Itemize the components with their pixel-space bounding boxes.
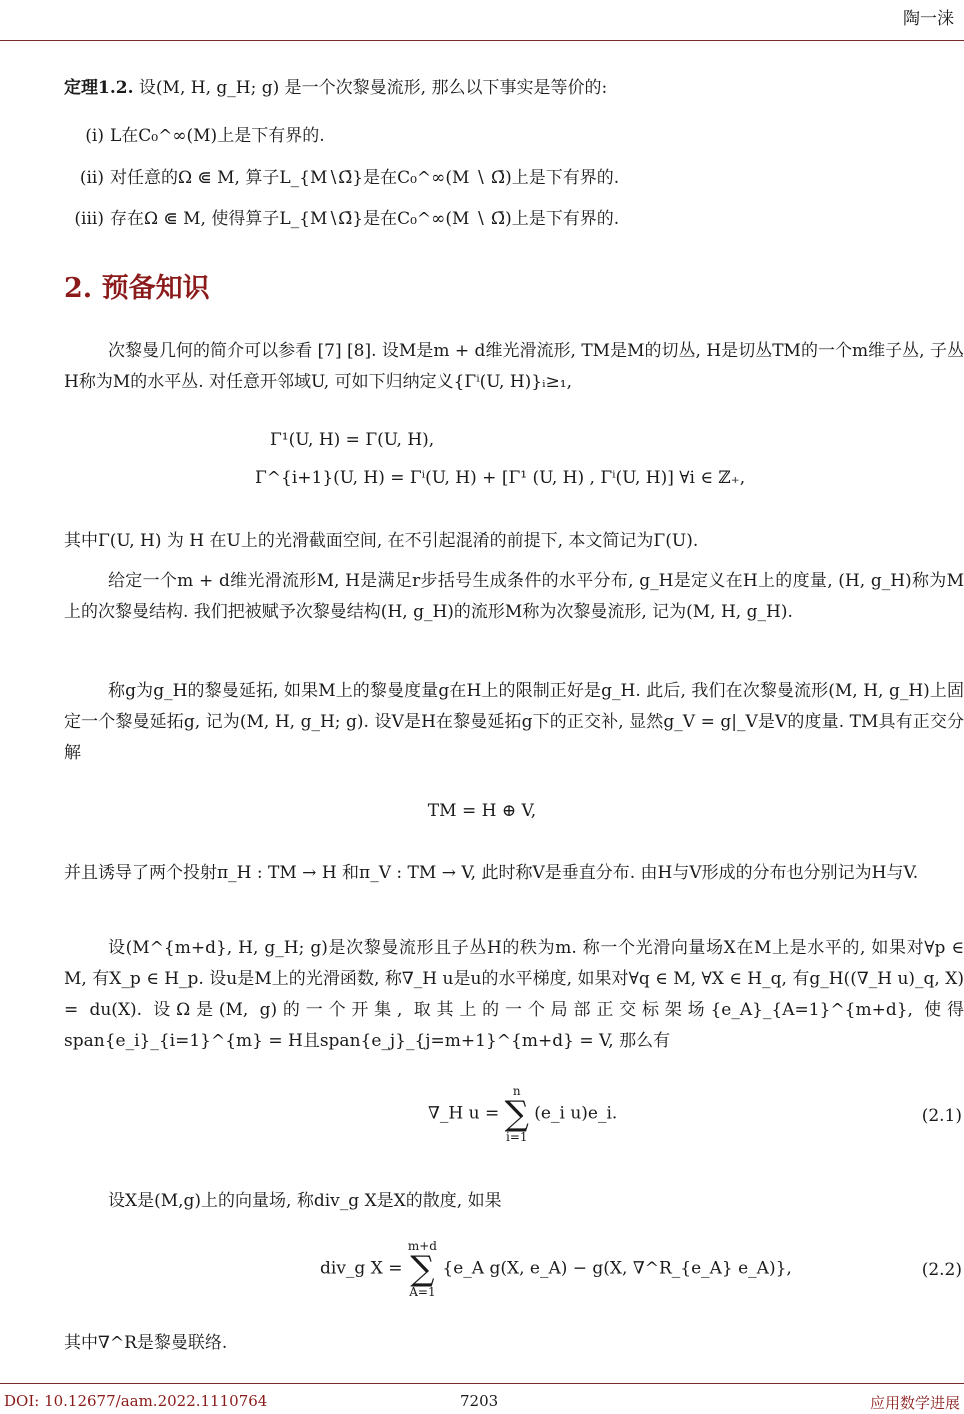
paragraph-subriemannian-structure: 给定一个m + d维光滑流形M, H是满足r步括号生成条件的水平分布, g_H是定义在H上的度量, (H, g_H)称为M上的次黎曼结构. 我们把被赋予次黎曼结构(H, g_H)的流形M称为次黎曼流形, 记为(M, H, g_H). xyxy=(64,571,964,622)
sum-upper-limit: m+d xyxy=(407,1239,437,1253)
item-text: 对任意的Ω ⋐ M, 算子L_{M∖Ω̄}是在C₀^∞(M ∖ Ω̄)上是下有界的. xyxy=(110,168,620,188)
summation-symbol xyxy=(408,1240,437,1298)
summation-symbol xyxy=(505,1085,529,1143)
theorem-statement xyxy=(64,73,964,104)
paragraph-projections: 并且诱导了两个投射π_H : TM → H 和π_V : TM → V, 此时称V是垂直分布. 由H与V形成的分布也分别记为H与V. xyxy=(64,863,919,883)
item-label: (i) xyxy=(85,126,104,146)
paragraph-levi-civita: 其中∇^R是黎曼联络. xyxy=(64,1333,228,1353)
item-label: (ii) xyxy=(79,168,104,188)
item-label: (iii) xyxy=(74,209,104,229)
theorem-item-2 xyxy=(64,166,619,190)
sum-lower-limit: A=1 xyxy=(409,1285,436,1299)
theorem-item-1 xyxy=(64,124,325,148)
equation-2-2 xyxy=(320,1240,792,1298)
header-author: 陶一涞 xyxy=(903,9,954,29)
sum-upper-limit: n xyxy=(512,1084,521,1098)
sum-lower-limit: i=1 xyxy=(505,1130,528,1144)
paragraph-divergence: 设X是(M,g)上的向量场, 称div_g X是X的散度, 如果 xyxy=(108,1191,502,1211)
paragraph-gamma-note: 其中Γ(U, H) 为 H 在U上的光滑截面空间, 在不引起混淆的前提下, 本文简记为Γ(U). xyxy=(64,531,699,551)
section-title: 2. 预备知识 xyxy=(64,273,210,304)
equation-number-2-2: (2.2) xyxy=(921,1260,962,1280)
eq21-lhs: ∇_H u = xyxy=(428,1103,500,1124)
eq22-lhs: div_g X = xyxy=(320,1258,403,1279)
theorem-item-3 xyxy=(64,207,619,231)
theorem-label: 定理1.2. xyxy=(64,78,134,98)
sigma-icon: ∑ xyxy=(410,1249,435,1289)
paragraph-riemannian-extension: 称g为g_H的黎曼延拓, 如果M上的黎曼度量g在H上的限制正好是g_H. 此后, 我们在次黎曼流形(M, H, g_H)上固定一个黎曼延拓g, 记为(M, H, g_H; g). 设V是H在黎曼延拓g下的正交补, 显然g_V = g|_V是V的度量. TM具有正交分解 xyxy=(64,681,964,763)
eq22-rhs: {e_A g(X, e_A) − g(X, ∇^R_{e_A} e_A)}, xyxy=(442,1258,792,1279)
item-text: 存在Ω ⋐ M, 使得算子L_{M∖Ω̄}是在C₀^∞(M ∖ Ω̄)上是下有界的. xyxy=(110,209,620,229)
equation-gamma-recursive: Γ^{i+1}(U, H) = Γⁱ(U, H) + [Γ¹ (U, H) , Γⁱ(U, H)] ∀i ∈ ℤ₊, xyxy=(255,468,746,488)
equation-2-1 xyxy=(428,1085,617,1143)
footer-page-number: 7203 xyxy=(460,1392,499,1410)
footer-rule xyxy=(0,1383,964,1384)
sigma-icon: ∑ xyxy=(504,1094,529,1134)
footer-doi[interactable]: DOI: 10.12677/aam.2022.1110764 xyxy=(4,1392,268,1410)
theorem-text: 设(M, H, g_H; g) 是一个次黎曼流形, 那么以下事实是等价的: xyxy=(138,78,608,98)
paragraph-horizontal-gradient: 设(M^{m+d}, H, g_H; g)是次黎曼流形且子丛H的秩为m. 称一个光滑向量场X在M上是水平的, 如果对∀p ∈ M, 有X_p ∈ H_p. 设u是M上的光滑函数, 称∇_H u是u的水平梯度, 如果对∀q ∈ M, ∀X ∈ H_q, 有g_H((∇_H u)_q, X) = du(X). 设Ω是(M, g)的一个开集, 取其上的一个局部正交标架场{e_A}_{A=1}^{m+d}, 使得span{e_i}_{i=1}^{m} = H且span{e_j}_{j=m+1}^{m+d} = V, 那么有 xyxy=(64,938,964,1051)
header-rule xyxy=(0,40,964,41)
paragraph-intro: 次黎曼几何的简介可以参看 [7] [8]. 设M是m + d维光滑流形, TM是M的切丛, H是切丛TM的一个m维子丛, 子丛H称为M的水平丛. 对任意开邻域U, 可如下归纳定义{Γⁱ(U, H)}ᵢ≥₁, xyxy=(64,341,964,392)
footer-journal[interactable]: 应用数学进展 xyxy=(869,1394,960,1412)
eq21-rhs: (e_i u)e_i. xyxy=(534,1103,618,1124)
equation-orthogonal-decomposition: TM = H ⊕ V, xyxy=(427,801,537,821)
item-text: L在C₀^∞(M)上是下有界的. xyxy=(110,126,325,146)
equation-gamma-1: Γ¹(U, H) = Γ(U, H), xyxy=(270,430,435,450)
equation-number-2-1: (2.1) xyxy=(921,1106,962,1126)
